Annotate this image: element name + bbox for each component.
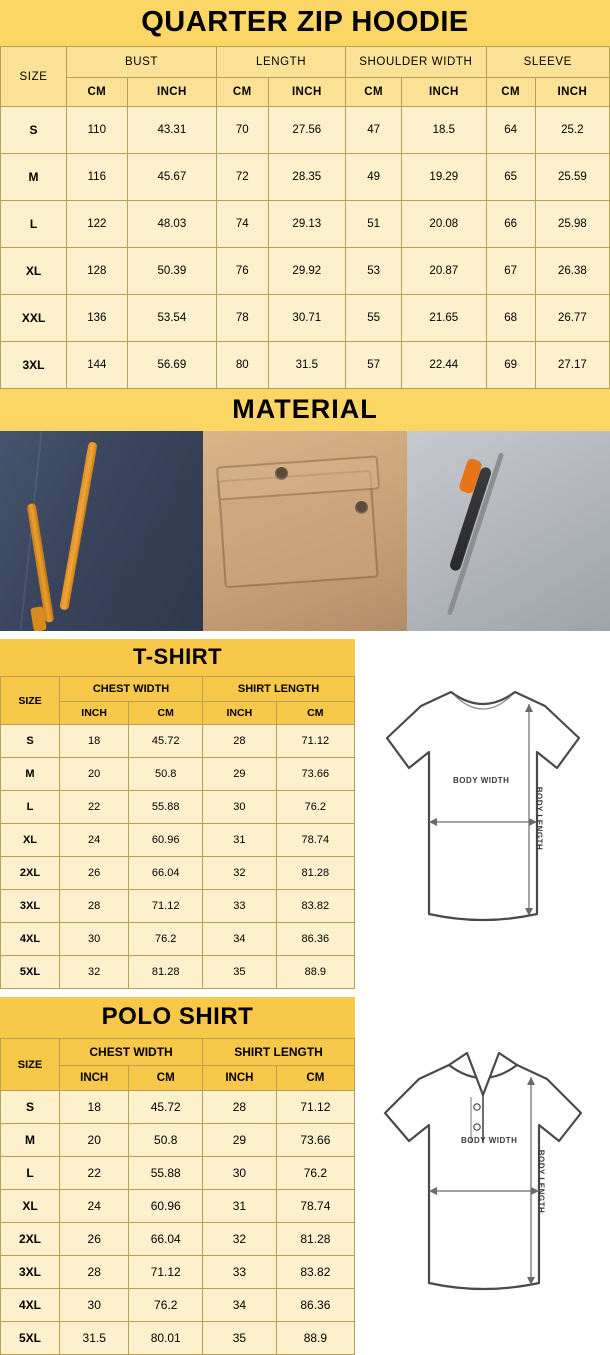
cell-value: 26 xyxy=(60,1223,129,1256)
column-header-shoulder-width: SHOULDER WIDTH xyxy=(346,47,486,78)
cell-value: 27.56 xyxy=(268,107,346,154)
cell-value: 76.2 xyxy=(276,1157,354,1190)
cell-value: 122 xyxy=(67,201,128,248)
table-row xyxy=(1,725,355,758)
row-size-label: XL xyxy=(1,824,60,857)
unit-chest-cm: CM xyxy=(129,1066,203,1091)
tshirt-diagram xyxy=(355,639,610,989)
cell-value: 50.8 xyxy=(129,1124,203,1157)
body-width-label: BODY WIDTH xyxy=(453,776,510,785)
row-size-label: 5XL xyxy=(1,956,60,989)
cell-value: 35 xyxy=(203,1322,277,1355)
cell-value: 83.82 xyxy=(276,890,354,923)
cell-value: 29.13 xyxy=(268,201,346,248)
polo-size-table xyxy=(0,1038,355,1355)
cell-value: 81.28 xyxy=(129,956,203,989)
cell-value: 73.66 xyxy=(276,758,354,791)
cell-value: 57 xyxy=(346,342,402,389)
cell-value: 31 xyxy=(203,1190,277,1223)
cell-value: 30 xyxy=(203,1157,277,1190)
cell-value: 55.88 xyxy=(129,1157,203,1190)
table-row xyxy=(1,107,610,154)
column-header-shirt-length: SHIRT LENGTH xyxy=(203,1039,355,1066)
tshirt-figure-column xyxy=(355,639,610,989)
cell-value: 64 xyxy=(486,107,535,154)
column-header-shirt-length: SHIRT LENGTH xyxy=(203,677,355,702)
cell-value: 128 xyxy=(67,248,128,295)
cell-value: 83.82 xyxy=(276,1256,354,1289)
column-header-chest-width: CHEST WIDTH xyxy=(60,1039,203,1066)
table-row xyxy=(1,295,610,342)
cell-value: 32 xyxy=(203,857,277,890)
cell-value: 86.36 xyxy=(276,923,354,956)
table-row xyxy=(1,923,355,956)
unit-length-cm: CM xyxy=(276,702,354,725)
cell-value: 34 xyxy=(203,1289,277,1322)
cell-value: 78 xyxy=(217,295,268,342)
table-header-row xyxy=(1,1039,355,1066)
table-row xyxy=(1,1256,355,1289)
cell-value: 73.66 xyxy=(276,1124,354,1157)
cell-value: 86.36 xyxy=(276,1289,354,1322)
cell-value: 80 xyxy=(217,342,268,389)
cell-value: 81.28 xyxy=(276,1223,354,1256)
row-size-label: XXL xyxy=(1,295,67,342)
table-header-row xyxy=(1,677,355,702)
cell-value: 65 xyxy=(486,154,535,201)
polo-figure-column xyxy=(355,997,610,1355)
cell-value: 88.9 xyxy=(276,1322,354,1355)
unit-chest-inch: INCH xyxy=(60,1066,129,1091)
cell-value: 78.74 xyxy=(276,824,354,857)
table-row xyxy=(1,154,610,201)
column-header-bust: BUST xyxy=(67,47,217,78)
cell-value: 27.17 xyxy=(535,342,609,389)
cell-value: 69 xyxy=(486,342,535,389)
cell-value: 26.77 xyxy=(535,295,609,342)
cell-value: 18 xyxy=(60,725,129,758)
cell-value: 56.69 xyxy=(127,342,216,389)
cell-value: 32 xyxy=(60,956,129,989)
body-width-label: BODY WIDTH xyxy=(461,1136,518,1145)
cell-value: 74 xyxy=(217,201,268,248)
cell-value: 50.8 xyxy=(129,758,203,791)
cell-value: 35 xyxy=(203,956,277,989)
polo-section xyxy=(0,997,610,1355)
navy-drawstring-photo xyxy=(0,431,203,631)
unit-chest-inch: INCH xyxy=(60,702,129,725)
table-row xyxy=(1,791,355,824)
cell-value: 47 xyxy=(346,107,402,154)
polo-outline-icon xyxy=(363,1031,603,1321)
hoodie-size-table xyxy=(0,46,610,389)
cell-value: 30.71 xyxy=(268,295,346,342)
row-size-label: S xyxy=(1,107,67,154)
cell-value: 34 xyxy=(203,923,277,956)
cell-value: 76 xyxy=(217,248,268,295)
unit-length-inch: INCH xyxy=(268,78,346,107)
row-size-label: S xyxy=(1,725,60,758)
tshirt-section xyxy=(0,639,610,989)
tshirt-outline-icon xyxy=(363,664,603,964)
tshirt-title: T-SHIRT xyxy=(0,639,355,676)
body-length-label: BODY LENGTH xyxy=(536,1149,546,1214)
cell-value: 22 xyxy=(60,791,129,824)
cell-value: 71.12 xyxy=(129,1256,203,1289)
cell-value: 60.96 xyxy=(129,824,203,857)
cell-value: 49 xyxy=(346,154,402,201)
cell-value: 66.04 xyxy=(129,1223,203,1256)
unit-chest-cm: CM xyxy=(129,702,203,725)
unit-bust-inch: INCH xyxy=(127,78,216,107)
cell-value: 25.98 xyxy=(535,201,609,248)
column-header-size: SIZE xyxy=(1,677,60,725)
material-title: MATERIAL xyxy=(0,389,610,431)
cell-value: 53.54 xyxy=(127,295,216,342)
table-row xyxy=(1,758,355,791)
tshirt-table-column xyxy=(0,639,355,989)
cell-value: 20 xyxy=(60,758,129,791)
cell-value: 28 xyxy=(203,1091,277,1124)
table-row xyxy=(1,824,355,857)
row-size-label: 4XL xyxy=(1,923,60,956)
material-photo-row xyxy=(0,431,610,631)
cell-value: 24 xyxy=(60,1190,129,1223)
cell-value: 33 xyxy=(203,890,277,923)
cell-value: 20 xyxy=(60,1124,129,1157)
cell-value: 116 xyxy=(67,154,128,201)
column-header-size: SIZE xyxy=(1,47,67,107)
cell-value: 28 xyxy=(60,1256,129,1289)
fabric-texture xyxy=(407,431,610,631)
row-size-label: 3XL xyxy=(1,1256,60,1289)
cell-value: 45.72 xyxy=(129,1091,203,1124)
unit-length-inch: INCH xyxy=(203,1066,277,1091)
cell-value: 70 xyxy=(217,107,268,154)
row-size-label: L xyxy=(1,201,67,248)
cell-value: 81.28 xyxy=(276,857,354,890)
column-header-sleeve: SLEEVE xyxy=(486,47,609,78)
cell-value: 25.2 xyxy=(535,107,609,154)
cell-value: 20.87 xyxy=(402,248,486,295)
cell-value: 31 xyxy=(203,824,277,857)
cell-value: 28 xyxy=(60,890,129,923)
tan-pocket-photo xyxy=(203,431,406,631)
table-row xyxy=(1,956,355,989)
unit-length-cm: CM xyxy=(276,1066,354,1091)
table-row xyxy=(1,1091,355,1124)
cell-value: 33 xyxy=(203,1256,277,1289)
cell-value: 80.01 xyxy=(129,1322,203,1355)
tshirt-size-table xyxy=(0,676,355,989)
cell-value: 31.5 xyxy=(268,342,346,389)
cell-value: 30 xyxy=(203,791,277,824)
row-size-label: 2XL xyxy=(1,857,60,890)
unit-sleeve-cm: CM xyxy=(486,78,535,107)
row-size-label: XL xyxy=(1,1190,60,1223)
cell-value: 60.96 xyxy=(129,1190,203,1223)
grey-zipper-photo xyxy=(407,431,610,631)
cell-value: 110 xyxy=(67,107,128,154)
cell-value: 26 xyxy=(60,857,129,890)
polo-title: POLO SHIRT xyxy=(0,997,355,1038)
cell-value: 21.65 xyxy=(402,295,486,342)
cell-value: 43.31 xyxy=(127,107,216,154)
cell-value: 50.39 xyxy=(127,248,216,295)
row-size-label: 3XL xyxy=(1,342,67,389)
hoodie-section xyxy=(0,0,610,631)
cell-value: 28 xyxy=(203,725,277,758)
table-row xyxy=(1,1124,355,1157)
cell-value: 48.03 xyxy=(127,201,216,248)
unit-shoulder-cm: CM xyxy=(346,78,402,107)
cell-value: 32 xyxy=(203,1223,277,1256)
table-row xyxy=(1,1157,355,1190)
row-size-label: 3XL xyxy=(1,890,60,923)
cell-value: 45.67 xyxy=(127,154,216,201)
table-row xyxy=(1,1289,355,1322)
row-size-label: L xyxy=(1,791,60,824)
cell-value: 66 xyxy=(486,201,535,248)
unit-bust-cm: CM xyxy=(67,78,128,107)
cell-value: 55.88 xyxy=(129,791,203,824)
cell-value: 76.2 xyxy=(129,923,203,956)
cell-value: 71.12 xyxy=(276,725,354,758)
cell-value: 72 xyxy=(217,154,268,201)
row-size-label: 2XL xyxy=(1,1223,60,1256)
cell-value: 53 xyxy=(346,248,402,295)
cell-value: 88.9 xyxy=(276,956,354,989)
cell-value: 25.59 xyxy=(535,154,609,201)
cell-value: 22.44 xyxy=(402,342,486,389)
cell-value: 29.92 xyxy=(268,248,346,295)
cell-value: 30 xyxy=(60,1289,129,1322)
cell-value: 24 xyxy=(60,824,129,857)
cell-value: 76.2 xyxy=(276,791,354,824)
cell-value: 31.5 xyxy=(60,1322,129,1355)
cell-value: 68 xyxy=(486,295,535,342)
cell-value: 29 xyxy=(203,1124,277,1157)
row-size-label: M xyxy=(1,154,67,201)
cell-value: 136 xyxy=(67,295,128,342)
section-divider xyxy=(0,989,610,997)
table-row xyxy=(1,342,610,389)
row-size-label: S xyxy=(1,1091,60,1124)
unit-shoulder-inch: INCH xyxy=(402,78,486,107)
row-size-label: 5XL xyxy=(1,1322,60,1355)
unit-length-cm: CM xyxy=(217,78,268,107)
column-header-length: LENGTH xyxy=(217,47,346,78)
cell-value: 18.5 xyxy=(402,107,486,154)
body-length-label: BODY LENGTH xyxy=(534,786,544,851)
table-row xyxy=(1,201,610,248)
cell-value: 76.2 xyxy=(129,1289,203,1322)
row-size-label: 4XL xyxy=(1,1289,60,1322)
cell-value: 18 xyxy=(60,1091,129,1124)
hoodie-title: QUARTER ZIP HOODIE xyxy=(0,0,610,46)
cell-value: 45.72 xyxy=(129,725,203,758)
section-divider xyxy=(0,631,610,639)
unit-length-inch: INCH xyxy=(203,702,277,725)
cell-value: 67 xyxy=(486,248,535,295)
table-row xyxy=(1,1190,355,1223)
row-size-label: M xyxy=(1,758,60,791)
unit-sleeve-inch: INCH xyxy=(535,78,609,107)
cell-value: 51 xyxy=(346,201,402,248)
table-row xyxy=(1,890,355,923)
polo-table-column xyxy=(0,997,355,1355)
table-row xyxy=(1,248,610,295)
cell-value: 26.38 xyxy=(535,248,609,295)
column-header-size: SIZE xyxy=(1,1039,60,1091)
cell-value: 20.08 xyxy=(402,201,486,248)
cell-value: 29 xyxy=(203,758,277,791)
table-row xyxy=(1,1223,355,1256)
row-size-label: XL xyxy=(1,248,67,295)
polo-diagram xyxy=(355,997,610,1355)
table-row xyxy=(1,857,355,890)
row-size-label: L xyxy=(1,1157,60,1190)
cell-value: 78.74 xyxy=(276,1190,354,1223)
table-header-row xyxy=(1,47,610,78)
table-unit-row xyxy=(1,78,610,107)
row-size-label: M xyxy=(1,1124,60,1157)
cell-value: 30 xyxy=(60,923,129,956)
cell-value: 19.29 xyxy=(402,154,486,201)
cell-value: 66.04 xyxy=(129,857,203,890)
cell-value: 144 xyxy=(67,342,128,389)
cell-value: 22 xyxy=(60,1157,129,1190)
cell-value: 55 xyxy=(346,295,402,342)
cell-value: 71.12 xyxy=(276,1091,354,1124)
cell-value: 71.12 xyxy=(129,890,203,923)
column-header-chest-width: CHEST WIDTH xyxy=(60,677,203,702)
cell-value: 28.35 xyxy=(268,154,346,201)
